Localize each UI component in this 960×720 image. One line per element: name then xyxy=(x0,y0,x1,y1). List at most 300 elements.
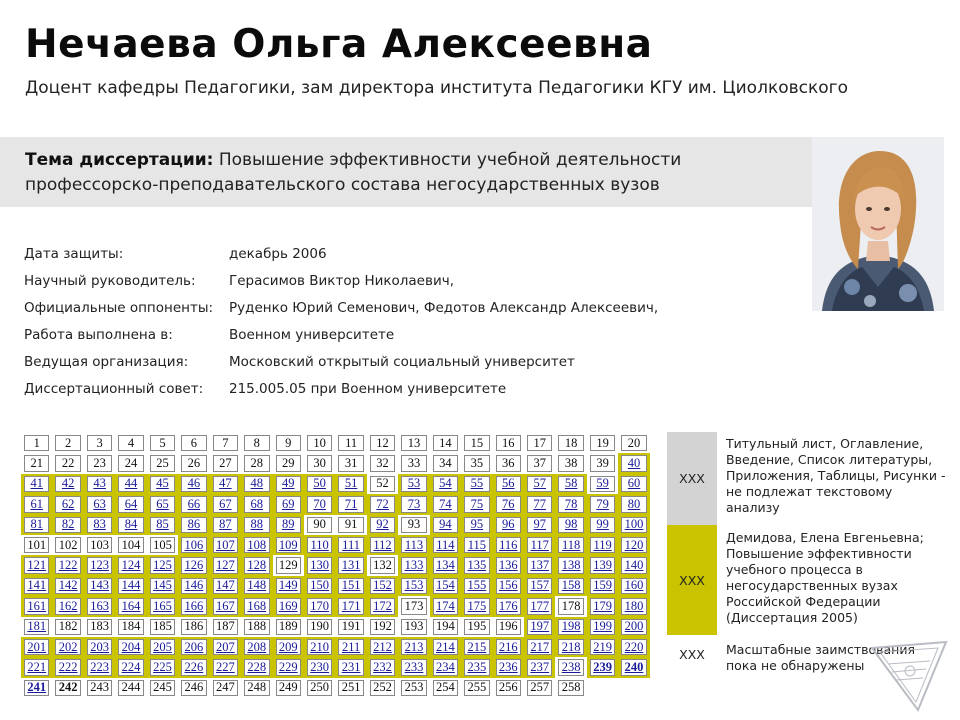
page-cell[interactable] xyxy=(210,494,241,514)
page-cell[interactable] xyxy=(21,474,52,494)
info-row xyxy=(24,294,658,321)
page-cell[interactable] xyxy=(304,596,335,616)
page-number: 124 xyxy=(118,557,143,573)
page-number: 78 xyxy=(558,496,583,512)
page-cell[interactable] xyxy=(21,515,52,535)
page-number: 202 xyxy=(55,639,80,655)
page-cell[interactable] xyxy=(524,494,555,514)
page-cell[interactable] xyxy=(367,576,398,596)
page-number: 225 xyxy=(150,659,175,675)
page-number: 221 xyxy=(24,659,49,675)
page-number: 72 xyxy=(370,496,395,512)
page-cell[interactable] xyxy=(241,555,272,575)
page-cell[interactable] xyxy=(52,576,83,596)
page-number: 71 xyxy=(338,496,363,512)
page-cell[interactable] xyxy=(84,637,115,657)
page-cell xyxy=(147,453,178,473)
page-cell[interactable] xyxy=(461,657,492,677)
page-cell[interactable] xyxy=(335,657,366,677)
page-cell[interactable] xyxy=(178,596,209,616)
page-number: 256 xyxy=(496,680,521,696)
page-cell[interactable] xyxy=(210,637,241,657)
page-cell[interactable] xyxy=(241,637,272,657)
page-cell[interactable] xyxy=(241,596,272,616)
page-number: 47 xyxy=(213,476,238,492)
page-cell[interactable] xyxy=(367,637,398,657)
page-cell[interactable] xyxy=(587,515,618,535)
page-cell[interactable] xyxy=(367,494,398,514)
page-cell[interactable] xyxy=(52,474,83,494)
page-cell[interactable] xyxy=(304,535,335,555)
page-number: 150 xyxy=(307,578,332,594)
page-cell[interactable] xyxy=(367,535,398,555)
page-cell[interactable] xyxy=(52,596,83,616)
page-number: 5 xyxy=(150,435,175,451)
page-cell[interactable] xyxy=(524,596,555,616)
page-cell[interactable] xyxy=(273,637,304,657)
page-cell[interactable] xyxy=(398,576,429,596)
page-cell[interactable] xyxy=(115,637,146,657)
page-cell[interactable] xyxy=(461,474,492,494)
page-number: 91 xyxy=(338,517,363,533)
page-number: 54 xyxy=(433,476,458,492)
page-cell[interactable] xyxy=(115,515,146,535)
person-position: Доцент кафедры Педагогики, зам директора института Педагогики КГУ им. Циолковского xyxy=(25,78,848,98)
page-number: 220 xyxy=(621,639,646,655)
page-cell xyxy=(178,453,209,473)
page-cell[interactable] xyxy=(52,515,83,535)
page-cell[interactable] xyxy=(587,474,618,494)
page-cell xyxy=(84,678,115,698)
page-cell xyxy=(115,433,146,453)
page-cell[interactable] xyxy=(147,657,178,677)
page-cell[interactable] xyxy=(461,494,492,514)
page-number: 107 xyxy=(213,537,238,553)
page-cell[interactable] xyxy=(147,576,178,596)
legend-swatch: XXX xyxy=(667,525,717,635)
page-cell[interactable] xyxy=(178,657,209,677)
page-cell[interactable] xyxy=(461,555,492,575)
page-cell xyxy=(524,433,555,453)
page-number: 27 xyxy=(213,455,238,471)
page-number: 134 xyxy=(433,557,458,573)
page-number: 64 xyxy=(118,496,143,512)
page-cell[interactable] xyxy=(178,474,209,494)
info-row xyxy=(24,267,658,294)
page-cell[interactable] xyxy=(52,657,83,677)
page-cell[interactable] xyxy=(398,555,429,575)
page-cell[interactable] xyxy=(430,637,461,657)
page-cell[interactable] xyxy=(618,494,649,514)
page-cell[interactable] xyxy=(178,515,209,535)
page-cell[interactable] xyxy=(430,515,461,535)
page-cell xyxy=(210,617,241,637)
page-cell xyxy=(52,535,83,555)
page-number: 11 xyxy=(338,435,363,451)
page-cell[interactable] xyxy=(587,576,618,596)
page-number: 162 xyxy=(55,598,80,614)
page-number: 94 xyxy=(433,517,458,533)
page-cell[interactable] xyxy=(524,555,555,575)
page-number: 6 xyxy=(181,435,206,451)
page-cell[interactable] xyxy=(430,555,461,575)
page-cell xyxy=(555,596,586,616)
page-cell[interactable] xyxy=(430,576,461,596)
page-cell[interactable] xyxy=(21,596,52,616)
page-cell xyxy=(367,433,398,453)
page-number: 212 xyxy=(370,639,395,655)
topic-label: Тема диссертации: xyxy=(25,150,214,170)
page-number: 34 xyxy=(433,455,458,471)
page-cell[interactable] xyxy=(84,576,115,596)
page-cell[interactable] xyxy=(273,657,304,677)
page-cell xyxy=(84,453,115,473)
page-cell[interactable] xyxy=(524,617,555,637)
page-number: 2 xyxy=(55,435,80,451)
page-number: 63 xyxy=(87,496,112,512)
page-cell[interactable] xyxy=(493,637,524,657)
page-cell[interactable] xyxy=(618,657,649,677)
page-cell[interactable] xyxy=(84,494,115,514)
page-number: 163 xyxy=(87,598,112,614)
info-row xyxy=(24,348,658,375)
page-cell[interactable] xyxy=(210,657,241,677)
page-cell[interactable] xyxy=(524,515,555,535)
page-number: 171 xyxy=(338,598,363,614)
page-cell[interactable] xyxy=(21,617,52,637)
page-cell[interactable] xyxy=(210,535,241,555)
page-cell xyxy=(461,433,492,453)
page-cell[interactable] xyxy=(241,535,272,555)
page-number: 103 xyxy=(87,537,112,553)
page-number: 65 xyxy=(150,496,175,512)
page-cell xyxy=(618,433,649,453)
page-cell[interactable] xyxy=(178,637,209,657)
page-cell[interactable] xyxy=(398,657,429,677)
page-cell[interactable] xyxy=(52,637,83,657)
page-cell[interactable] xyxy=(398,535,429,555)
page-cell xyxy=(147,678,178,698)
page-number: 135 xyxy=(464,557,489,573)
page-cell[interactable] xyxy=(304,576,335,596)
page-number: 101 xyxy=(24,537,49,553)
page-cell[interactable] xyxy=(147,515,178,535)
page-cell[interactable] xyxy=(335,494,366,514)
page-number: 205 xyxy=(150,639,175,655)
page-cell[interactable] xyxy=(210,515,241,535)
page-number: 218 xyxy=(558,639,583,655)
page-number: 176 xyxy=(496,598,521,614)
page-number: 97 xyxy=(527,517,552,533)
page-cell[interactable] xyxy=(210,596,241,616)
page-number: 29 xyxy=(276,455,301,471)
page-cell xyxy=(398,453,429,473)
page-cell[interactable] xyxy=(430,657,461,677)
page-cell[interactable] xyxy=(555,637,586,657)
page-cell[interactable] xyxy=(210,576,241,596)
page-cell[interactable] xyxy=(524,535,555,555)
page-number: 169 xyxy=(276,598,301,614)
page-cell[interactable] xyxy=(493,494,524,514)
page-cell[interactable] xyxy=(367,515,398,535)
page-cell[interactable] xyxy=(115,474,146,494)
page-number: 145 xyxy=(150,578,175,594)
page-cell[interactable] xyxy=(587,494,618,514)
page-cell[interactable] xyxy=(52,494,83,514)
page-cell[interactable] xyxy=(524,657,555,677)
page-cell xyxy=(210,453,241,473)
page-number: 234 xyxy=(433,659,458,675)
page-cell[interactable] xyxy=(618,453,649,473)
page-cell[interactable] xyxy=(147,555,178,575)
page-cell[interactable] xyxy=(430,474,461,494)
page-cell[interactable] xyxy=(618,576,649,596)
page-number: 25 xyxy=(150,455,175,471)
page-cell[interactable] xyxy=(493,474,524,494)
page-number: 226 xyxy=(181,659,206,675)
page-cell[interactable] xyxy=(587,535,618,555)
page-cell xyxy=(461,678,492,698)
page-cell[interactable] xyxy=(335,576,366,596)
page-cell[interactable] xyxy=(335,555,366,575)
page-number: 232 xyxy=(370,659,395,675)
page-cell[interactable] xyxy=(21,637,52,657)
page-cell xyxy=(304,433,335,453)
info-value: декабрь 2006 xyxy=(229,245,327,262)
page-cell[interactable] xyxy=(335,596,366,616)
page-number: 229 xyxy=(276,659,301,675)
page-cell[interactable] xyxy=(430,494,461,514)
page-cell[interactable] xyxy=(84,657,115,677)
page-cell[interactable] xyxy=(115,494,146,514)
page-cell[interactable] xyxy=(304,555,335,575)
page-number: 49 xyxy=(276,476,301,492)
page-cell[interactable] xyxy=(273,515,304,535)
page-cell[interactable] xyxy=(304,637,335,657)
page-cell[interactable] xyxy=(618,535,649,555)
page-cell[interactable] xyxy=(304,474,335,494)
page-cell xyxy=(273,617,304,637)
page-cell[interactable] xyxy=(273,596,304,616)
page-cell[interactable] xyxy=(84,555,115,575)
page-cell[interactable] xyxy=(398,494,429,514)
page-cell[interactable] xyxy=(241,515,272,535)
page-cell[interactable] xyxy=(147,596,178,616)
page-number: 114 xyxy=(433,537,458,553)
page-number: 194 xyxy=(433,619,458,635)
page-number: 104 xyxy=(118,537,143,553)
page-cell[interactable] xyxy=(84,596,115,616)
page-cell[interactable] xyxy=(273,576,304,596)
page-cell[interactable] xyxy=(493,515,524,535)
page-cell[interactable] xyxy=(147,494,178,514)
page-number: 189 xyxy=(276,619,301,635)
page-cell[interactable] xyxy=(273,494,304,514)
page-cell[interactable] xyxy=(304,494,335,514)
page-cell[interactable] xyxy=(241,657,272,677)
page-cell xyxy=(241,433,272,453)
page-number: 183 xyxy=(87,619,112,635)
page-cell[interactable] xyxy=(115,576,146,596)
page-number: 109 xyxy=(276,537,301,553)
page-cell[interactable] xyxy=(21,657,52,677)
page-cell[interactable] xyxy=(21,576,52,596)
page-number: 35 xyxy=(464,455,489,471)
page-number: 166 xyxy=(181,598,206,614)
page-cell[interactable] xyxy=(618,515,649,535)
page-cell[interactable] xyxy=(178,535,209,555)
page-number: 246 xyxy=(181,680,206,696)
page-cell[interactable] xyxy=(555,555,586,575)
page-cell[interactable] xyxy=(555,474,586,494)
legend-swatch: XXX xyxy=(667,432,717,525)
page-cell xyxy=(21,535,52,555)
legend-item xyxy=(667,432,957,525)
page-cell[interactable] xyxy=(210,555,241,575)
page-cell xyxy=(84,617,115,637)
page-cell[interactable] xyxy=(618,474,649,494)
page-cell[interactable] xyxy=(178,576,209,596)
page-cell[interactable] xyxy=(461,637,492,657)
page-number: 182 xyxy=(55,619,80,635)
page-cell[interactable] xyxy=(493,596,524,616)
page-cell[interactable] xyxy=(555,657,586,677)
page-cell[interactable] xyxy=(493,535,524,555)
page-number: 46 xyxy=(181,476,206,492)
info-value: 215.005.05 при Военном университете xyxy=(229,380,507,397)
page-cell[interactable] xyxy=(461,535,492,555)
page-cell[interactable] xyxy=(241,474,272,494)
page-cell[interactable] xyxy=(555,617,586,637)
page-cell[interactable] xyxy=(555,576,586,596)
info-value: Военном университете xyxy=(229,326,395,343)
page-cell[interactable] xyxy=(524,474,555,494)
page-number: 18 xyxy=(558,435,583,451)
page-cell[interactable] xyxy=(555,515,586,535)
page-cell[interactable] xyxy=(618,617,649,637)
page-cell[interactable] xyxy=(587,555,618,575)
page-cell[interactable] xyxy=(241,494,272,514)
page-number: 258 xyxy=(558,680,583,696)
page-number: 231 xyxy=(338,659,363,675)
page-cell[interactable] xyxy=(367,596,398,616)
page-cell[interactable] xyxy=(618,555,649,575)
page-number: 14 xyxy=(433,435,458,451)
page-number: 77 xyxy=(527,496,552,512)
page-cell[interactable] xyxy=(241,576,272,596)
page-number: 58 xyxy=(558,476,583,492)
page-cell[interactable] xyxy=(618,637,649,657)
page-cell[interactable] xyxy=(555,535,586,555)
page-cell xyxy=(555,453,586,473)
page-cell xyxy=(21,453,52,473)
page-cell[interactable] xyxy=(335,535,366,555)
page-cell[interactable] xyxy=(115,596,146,616)
page-cell[interactable] xyxy=(273,535,304,555)
page-cell[interactable] xyxy=(21,494,52,514)
page-cell[interactable] xyxy=(493,576,524,596)
page-cell[interactable] xyxy=(524,637,555,657)
page-cell[interactable] xyxy=(115,555,146,575)
page-number: 195 xyxy=(464,619,489,635)
page-number: 175 xyxy=(464,598,489,614)
page-cell xyxy=(430,617,461,637)
page-cell[interactable] xyxy=(461,576,492,596)
page-cell[interactable] xyxy=(335,637,366,657)
page-number: 96 xyxy=(496,517,521,533)
page-number: 126 xyxy=(181,557,206,573)
page-cell[interactable] xyxy=(555,494,586,514)
page-cell[interactable] xyxy=(21,555,52,575)
page-cell[interactable] xyxy=(84,474,115,494)
page-cell[interactable] xyxy=(398,474,429,494)
page-cell xyxy=(430,433,461,453)
page-cell[interactable] xyxy=(398,637,429,657)
page-cell[interactable] xyxy=(587,617,618,637)
page-cell[interactable] xyxy=(430,596,461,616)
page-cell[interactable] xyxy=(335,474,366,494)
page-number: 193 xyxy=(401,619,426,635)
page-number: 190 xyxy=(307,619,332,635)
page-number: 90 xyxy=(307,517,332,533)
page-cell[interactable] xyxy=(147,637,178,657)
page-cell[interactable] xyxy=(21,678,52,698)
page-cell xyxy=(461,453,492,473)
page-cell[interactable] xyxy=(587,596,618,616)
page-cell[interactable] xyxy=(493,555,524,575)
legend-text: Демидова, Елена Евгеньевна; Повышение эффективности учебного процесса в негосударственных вузах Российской Федерации (Диссертация 2005) xyxy=(726,530,924,625)
page-cell[interactable] xyxy=(178,555,209,575)
page-cell[interactable] xyxy=(461,596,492,616)
page-cell[interactable] xyxy=(52,555,83,575)
page-number: 83 xyxy=(87,517,112,533)
page-cell[interactable] xyxy=(84,515,115,535)
page-cell[interactable] xyxy=(273,474,304,494)
info-label: Работа выполнена в: xyxy=(24,326,173,343)
page-number: 143 xyxy=(87,578,112,594)
page-number: 152 xyxy=(370,578,395,594)
page-number: 191 xyxy=(338,619,363,635)
page-number: 86 xyxy=(181,517,206,533)
info-row xyxy=(24,321,658,348)
page-cell[interactable] xyxy=(461,515,492,535)
page-number: 243 xyxy=(87,680,112,696)
page-cell[interactable] xyxy=(493,657,524,677)
page-cell[interactable] xyxy=(618,596,649,616)
page-cell[interactable] xyxy=(587,637,618,657)
page-number: 250 xyxy=(307,680,332,696)
page-cell[interactable] xyxy=(210,474,241,494)
page-number: 136 xyxy=(496,557,521,573)
page-cell[interactable] xyxy=(115,657,146,677)
page-number: 95 xyxy=(464,517,489,533)
page-cell[interactable] xyxy=(304,657,335,677)
page-cell[interactable] xyxy=(367,657,398,677)
page-number: 81 xyxy=(24,517,49,533)
page-number: 75 xyxy=(464,496,489,512)
page-cell xyxy=(430,678,461,698)
page-cell xyxy=(587,453,618,473)
page-number: 93 xyxy=(401,517,426,533)
page-number: 184 xyxy=(118,619,143,635)
page-cell[interactable] xyxy=(178,494,209,514)
page-number: 36 xyxy=(496,455,521,471)
page-cell xyxy=(52,453,83,473)
page-cell[interactable] xyxy=(430,535,461,555)
page-cell[interactable] xyxy=(524,576,555,596)
page-cell[interactable] xyxy=(587,657,618,677)
page-cell[interactable] xyxy=(147,474,178,494)
